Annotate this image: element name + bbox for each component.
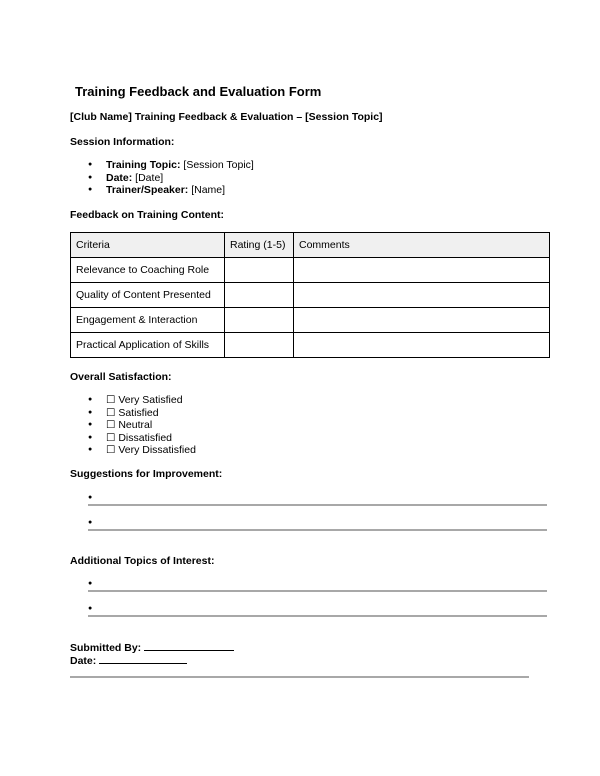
rating-cell[interactable]	[225, 308, 294, 333]
comments-cell[interactable]	[294, 333, 550, 358]
comments-cell[interactable]	[294, 283, 550, 308]
suggestion-line-2[interactable]	[70, 517, 550, 531]
criteria-cell: Relevance to Coaching Role	[71, 258, 225, 283]
comments-cell[interactable]	[294, 258, 550, 283]
table-row	[71, 283, 550, 308]
additional-topics-heading: Additional Topics of Interest:	[70, 555, 215, 567]
list-item	[70, 159, 254, 172]
answer-line	[88, 615, 547, 617]
column-header-rating: Rating (1-5)	[225, 233, 294, 258]
criteria-cell: Quality of Content Presented	[71, 283, 225, 308]
satisfaction-options	[70, 394, 196, 457]
feedback-table	[70, 232, 550, 358]
submitted-by-label: Submitted By:	[70, 642, 142, 654]
table-header-row	[71, 233, 550, 258]
date-row	[70, 654, 187, 667]
form-subtitle: [Club Name] Training Feedback & Evaluation – [Session Topic]	[70, 111, 383, 123]
criteria-cell: Practical Application of Skills	[71, 333, 225, 358]
submitted-by-field[interactable]	[144, 641, 234, 651]
session-topic-value: [Session Topic]	[180, 159, 254, 171]
table-row	[71, 258, 550, 283]
session-date-label: Date:	[106, 171, 133, 184]
answer-line	[88, 529, 547, 531]
bullet-icon: ●	[88, 519, 93, 526]
session-date-value: [Date]	[132, 171, 164, 184]
topic-line-1[interactable]	[70, 578, 550, 592]
column-header-comments: Comments	[294, 233, 550, 258]
content-feedback-heading: Feedback on Training Content:	[70, 209, 225, 221]
trainer-value: [Name]	[188, 184, 226, 196]
bullet-icon: ●	[88, 580, 93, 587]
list-item	[70, 184, 254, 197]
session-topic-label: Training Topic:	[106, 159, 181, 171]
horizontal-rule	[70, 676, 529, 678]
list-item	[70, 172, 254, 185]
rating-cell[interactable]	[225, 258, 294, 283]
comments-cell[interactable]	[294, 308, 550, 333]
bullet-icon: ●	[88, 494, 93, 501]
submitted-by-row	[70, 641, 234, 654]
satisfaction-option-very-satisfied[interactable]: ● ☐ Very Satisfied	[70, 394, 196, 407]
satisfaction-option-satisfied[interactable]: ● ☐ Satisfied	[70, 407, 196, 420]
rating-cell[interactable]	[225, 333, 294, 358]
session-info-heading: Session Information:	[70, 136, 175, 148]
session-info-list	[70, 159, 254, 197]
satisfaction-option-neutral[interactable]: ● ☐ Neutral	[70, 419, 196, 432]
suggestion-line-1[interactable]	[70, 492, 550, 506]
bullet-icon: ●	[88, 605, 93, 612]
satisfaction-heading: Overall Satisfaction:	[70, 371, 172, 383]
page-title: Training Feedback and Evaluation Form	[75, 84, 322, 99]
suggestions-heading: Suggestions for Improvement:	[70, 468, 223, 480]
rating-cell[interactable]	[225, 283, 294, 308]
satisfaction-option-dissatisfied[interactable]: ● ☐ Dissatisfied	[70, 432, 196, 445]
table-row	[71, 333, 550, 358]
criteria-cell: Engagement & Interaction	[71, 308, 225, 333]
answer-line	[88, 590, 547, 592]
topic-line-2[interactable]	[70, 603, 550, 617]
satisfaction-option-very-dissatisfied[interactable]: ● ☐ Very Dissatisfied	[70, 444, 196, 457]
table-row	[71, 308, 550, 333]
date-field[interactable]	[99, 654, 187, 664]
trainer-label: Trainer/Speaker:	[106, 184, 189, 196]
answer-line	[88, 504, 547, 506]
date-label: Date:	[70, 655, 97, 667]
column-header-criteria: Criteria	[71, 233, 225, 258]
